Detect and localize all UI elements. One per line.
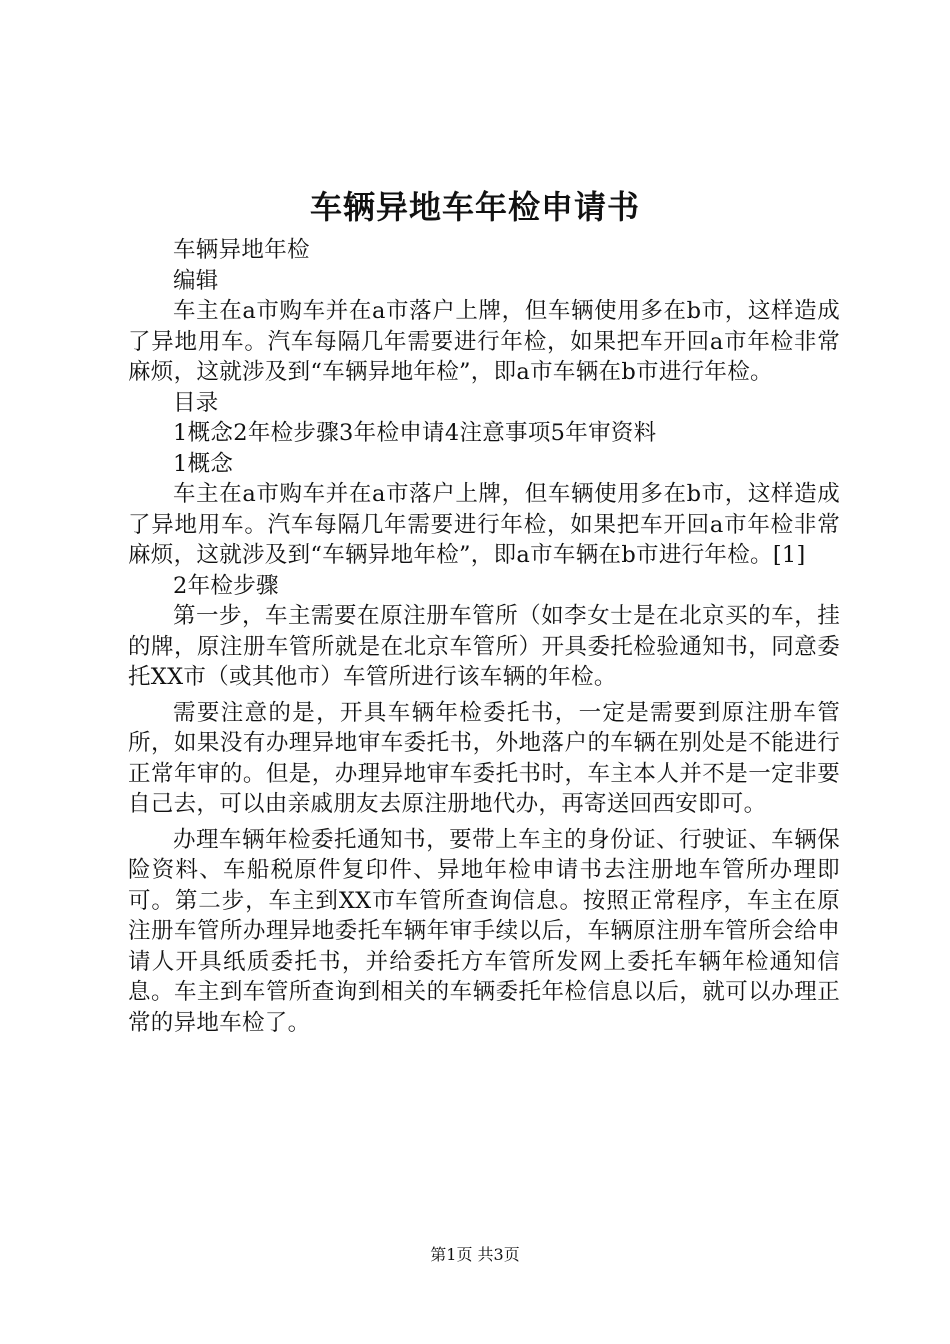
paragraph-concept-heading: 1概念: [173, 450, 234, 477]
paragraph-toc-items: 1概念2年检步骤3年检申请4注意事项5年审资料: [173, 420, 657, 446]
paragraph-intro: 车主在a市购车并在a市落户上牌，但车辆使用多在b市，这样造成了异地用车。汽车每隔几年需要进行年检，如果把车开回a市年检非常麻烦，这就涉及到“车辆异地年检”，即a市车辆在b市进行年检。: [128, 298, 840, 385]
paragraph-steps-heading: 2年检步骤: [173, 572, 279, 599]
paragraph-concept-body: 车主在a市购车并在a市落户上牌，但车辆使用多在b市，这样造成了异地用车。汽车每隔几年需要进行年检，如果把车开回a市年检非常麻烦，这就涉及到“车辆异地年检”，即a市车辆在b市进行年检。[1]: [128, 481, 840, 568]
page-number-footer: 第1页 共3页: [430, 1245, 520, 1264]
document-title: 车辆异地车年检申请书: [309, 188, 640, 226]
paragraph-note: 需要注意的是，开具车辆年检委托书，一定是需要到原注册车管所，如果没有办理异地审车委托书，外地落户的车辆在别处是不能进行正常年审的。但是，办理异地审车委托书时，车主本人并不是一定非要自己去，可以由亲戚朋友去原注册地代办，再寄送回西安即可。: [128, 699, 840, 817]
paragraph-step-one: 第一步，车主需要在原注册车管所（如李女士是在北京买的车，挂的牌，原注册车管所就是在北京车管所）开具委托检验通知书，同意委托XX市（或其他市）车管所进行该车辆的年检。: [128, 603, 840, 690]
paragraph-heading-annual-inspection: 车辆异地年检: [173, 237, 310, 263]
paragraph-toc-heading: 目录: [173, 389, 219, 416]
paragraph-edit: 编辑: [173, 267, 219, 294]
paragraph-step-two: 办理车辆年检委托通知书，要带上车主的身份证、行驶证、车辆保险资料、车船税原件复印件、异地年检申请书去注册地车管所办理即可。第二步，车主到XX市车管所查询信息。按照正常程序，车主在原注册车管所办理异地委托车辆年审手续以后，车辆原注册车管所会给申请人开具纸质委托书，并给委托方车管所发网上委托车辆年检通知信息。车主到车管所查询到相关的车辆委托年检信息以后，就可以办理正常的异地车检了。: [128, 826, 840, 1036]
document-body: [128, 235, 840, 1038]
